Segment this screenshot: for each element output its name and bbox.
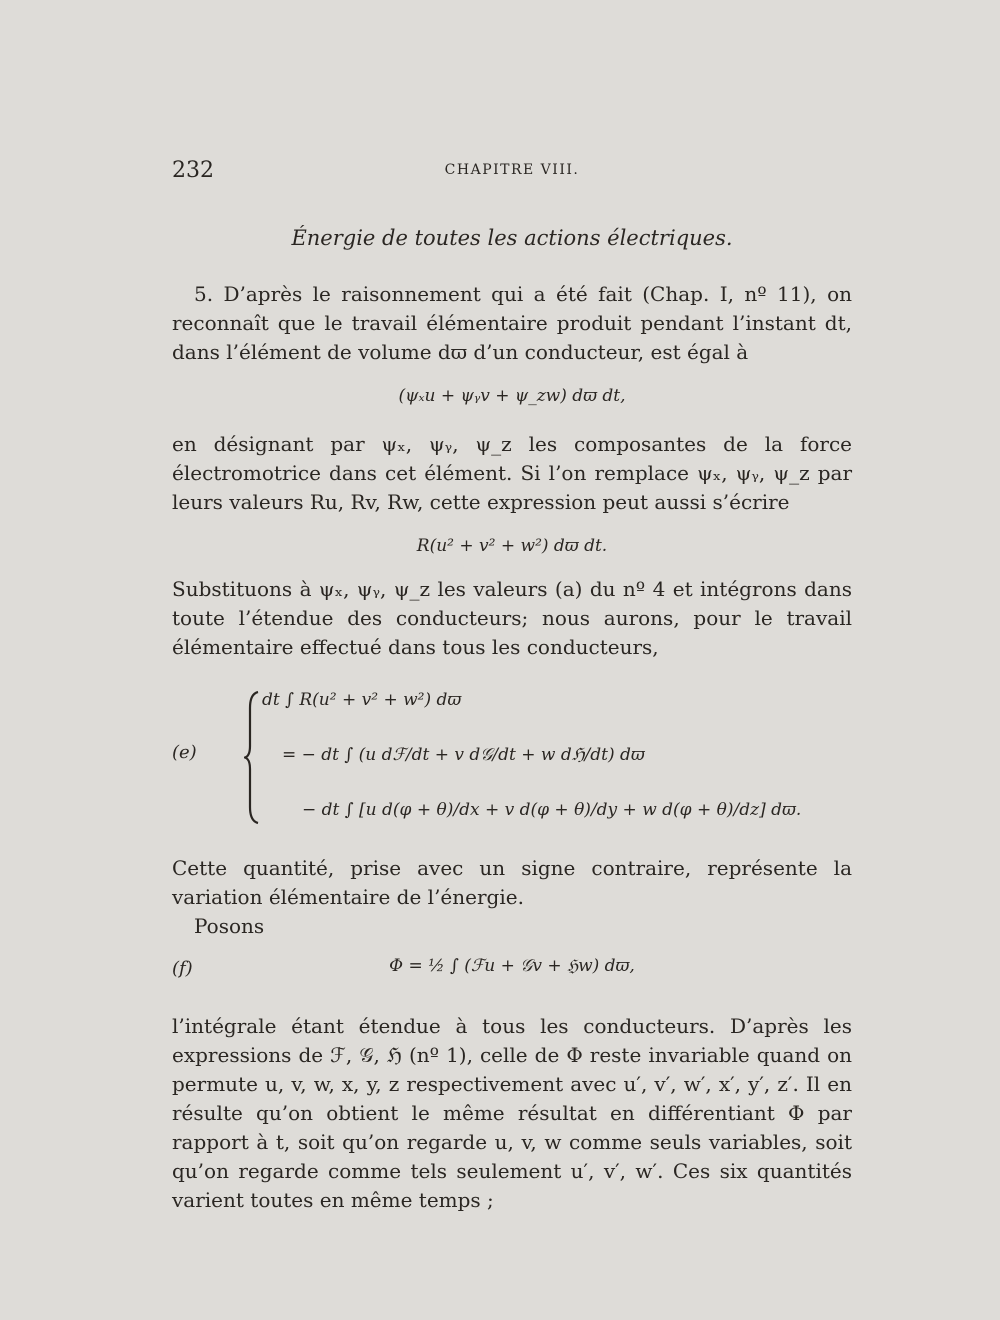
paragraph-energy-variation: Cette quantité, prise avec un signe contraire, représente la variation élémentaire de l’énergie. xyxy=(172,856,852,909)
paragraph-5-text: 5. D’après le raisonnement qui a été fait (Chap. I, nº 11), on reconnaît que le travail élémentaire produit pendant l’instant dt, dans l’élément de volume dϖ d’un conducteur, est égal à xyxy=(172,282,852,364)
equation-e-line-1: dt ∫ R(u² + v² + w²) dϖ xyxy=(262,690,462,710)
equation-e-line-2: = − dt ∫ (u dℱ/dt + v d𝒢/dt + w dℌ/dt) dϖ xyxy=(282,745,645,765)
page-number: 232 xyxy=(172,158,214,183)
paragraph-integral: l’intégrale étant étendue à tous les conducteurs. D’après les expressions de ℱ, 𝒢, ℌ (nº 1), celle de Φ reste invariable quand on permute u, v, w, x, y, z respectivement avec u′, v′, w′, x′, y′, z′. Il en résulte qu’on obtient le même résultat en différentiant Φ par rapport à t, soit qu’on regarde u, v, w comme seuls variables, soit qu’on regarde comme tels seulement u′, v′, w′. Ces six quantités varient toutes en même temps ; xyxy=(172,1014,852,1212)
paragraph-5 xyxy=(172,280,852,367)
equation-joule: R(u² + v² + w²) dϖ dt. xyxy=(416,536,608,556)
equation-phi: Φ = ½ ∫ (ℱu + 𝒢v + ℌw) dϖ, xyxy=(389,956,635,976)
paragraph-substitution xyxy=(172,575,852,662)
equation-e-line-3: − dt ∫ [u d(φ + θ)/dx + v d(φ + θ)/dy + w d(φ + θ)/dz] dϖ. xyxy=(302,800,802,820)
paragraph-substitution-text: Substituons à ψₓ, ψᵧ, ψ_z les valeurs (a) du nº 4 et intégrons dans toute l’étendue des conducteurs; nous aurons, pour le travail élémentaire effectué dans tous les conducteurs, xyxy=(172,577,852,659)
equation-label-e: (e) xyxy=(172,742,197,763)
section-title: Énergie de toutes les actions électriques. xyxy=(291,226,733,250)
equation-label-f: (f) xyxy=(172,958,193,979)
posons-text: Posons xyxy=(194,914,265,938)
paragraph-emf: en désignant par ψₓ, ψᵧ, ψ_z les composantes de la force électromotrice dans cet élément. Si l’on remplace ψₓ, ψᵧ, ψ_z par leurs valeurs Ru, Rv, Rw, cette expression peut aussi s’écrire xyxy=(172,432,852,514)
equation-work-element: (ψₓu + ψᵧv + ψ_zw) dϖ dt, xyxy=(398,386,626,406)
page-header xyxy=(172,158,852,188)
posons-line xyxy=(172,912,852,941)
running-head: CHAPITRE VIII. xyxy=(444,162,580,178)
left-brace-icon xyxy=(244,690,260,825)
